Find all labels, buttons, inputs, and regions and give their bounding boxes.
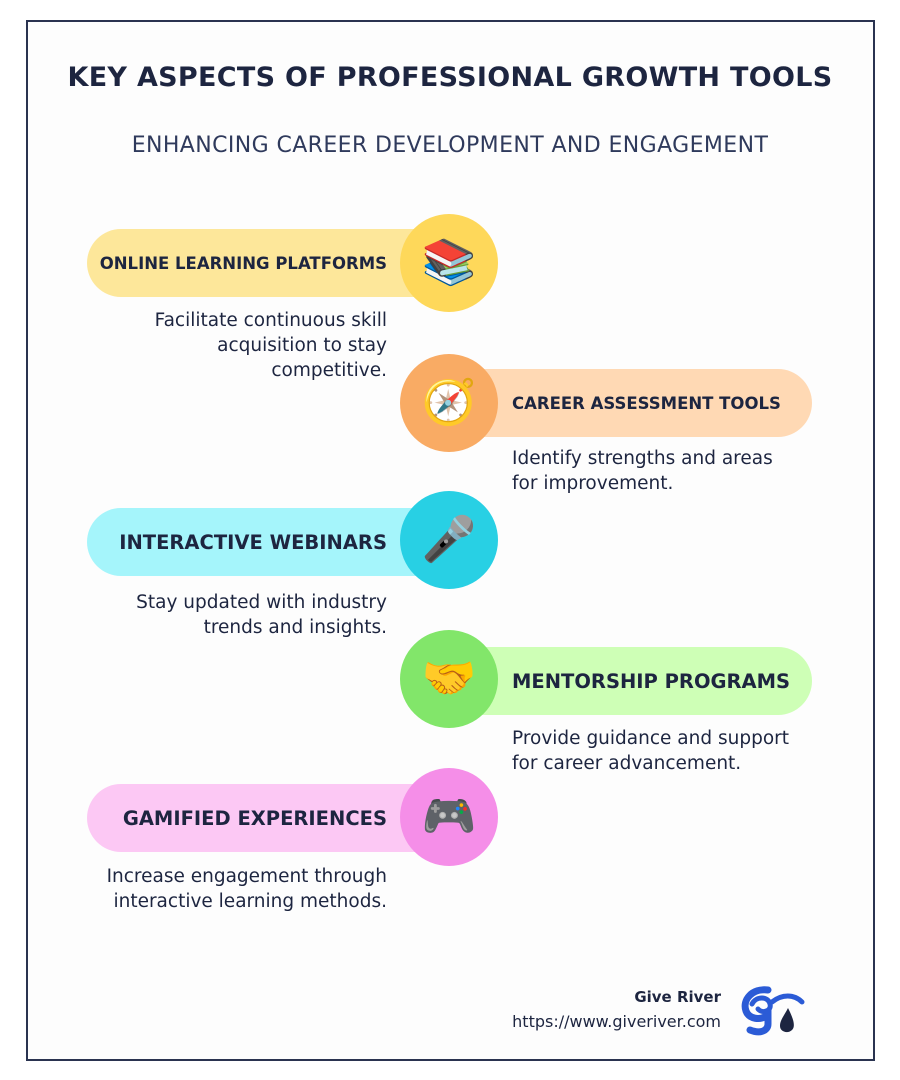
brand-name: Give River xyxy=(634,988,721,1006)
aspect-label: CAREER ASSESSMENT TOOLS xyxy=(512,393,781,413)
aspect-icon-circle xyxy=(400,491,498,589)
aspect-description: Facilitate continuous skill acquisition to stay competitive. xyxy=(154,310,387,381)
game-controller-icon: 🎮 xyxy=(421,791,477,842)
aspect-description: Provide guidance and support for career advancement. xyxy=(512,728,790,774)
brand-url[interactable]: https://www.giveriver.com xyxy=(512,1012,721,1031)
handshake-icon: 🤝 xyxy=(421,653,477,704)
aspect-label: ONLINE LEARNING PLATFORMS xyxy=(99,253,387,273)
aspect-description: Identify strengths and areas for improvement. xyxy=(512,448,773,494)
infographic-title: KEY ASPECTS OF PROFESSIONAL GROWTH TOOLS xyxy=(67,62,833,93)
aspect-description: Increase engagement through interactive learning methods. xyxy=(106,866,387,912)
aspect-icon-circle xyxy=(400,630,498,728)
microphone-icon: 🎤 xyxy=(421,514,477,565)
compass-icon: 🧭 xyxy=(421,377,477,428)
books-icon: 📚 xyxy=(421,237,477,288)
aspect-label: INTERACTIVE WEBINARS xyxy=(119,530,387,554)
aspect-icon-circle xyxy=(400,354,498,452)
infographic-subtitle: ENHANCING CAREER DEVELOPMENT AND ENGAGEMENT xyxy=(131,133,769,158)
aspect-label: MENTORSHIP PROGRAMS xyxy=(512,669,791,693)
aspect-description: Stay updated with industry trends and insights. xyxy=(136,592,387,638)
give-river-logo xyxy=(738,984,810,1036)
aspect-label: GAMIFIED EXPERIENCES xyxy=(122,806,387,830)
aspect-icon-circle xyxy=(400,768,498,866)
aspect-icon-circle xyxy=(400,214,498,312)
